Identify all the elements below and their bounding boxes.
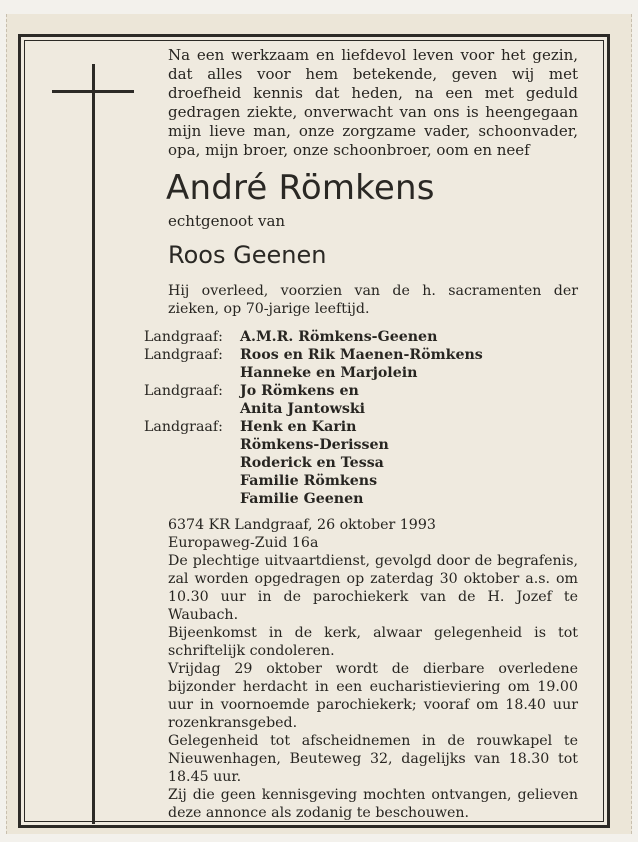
mourner-town: Landgraaf: <box>144 383 223 399</box>
notice-content <box>144 46 578 822</box>
mourner-town: Landgraaf: <box>144 419 223 435</box>
spouse-label: echtgenoot van <box>168 212 286 230</box>
spouse-name: Roos Geenen <box>168 241 327 269</box>
death-text: Hij overleed, voorzien van de h. sacramenten der zieken, op 70-jarige leeftijd. <box>168 283 578 317</box>
address-block <box>168 516 578 552</box>
address-line: 6374 KR Landgraaf, 26 oktober 1993 <box>168 517 436 533</box>
mourner-town: Landgraaf: <box>144 329 223 345</box>
mourner-names: A.M.R. Römkens-Geenen <box>240 329 438 345</box>
cross-icon <box>92 64 95 824</box>
intro-text: Na een werkzaam en liefdevol leven voor het gezin, dat alles voor hem betekende, geven wij met droefheid kennis dat heden, na een met geduld gedragen ziekte, onverwacht van ons is heengegaan mijn lieve man, onze zorgzame vader, schoonvader, opa, mijn broer, onze schoonbroer, oom en neef <box>168 46 578 159</box>
mourner-town: Landgraaf: <box>144 347 223 363</box>
mourner-names: Roos en Rik Maenen-Römkens <box>240 347 483 363</box>
address-line: Europaweg-Zuid 16a <box>168 535 319 551</box>
paragraph-mass: Vrijdag 29 oktober wordt de dierbare overledene bijzonder herdacht in een eucharistieviering om 19.00 uur in voornoemde parochiekerk; vooraf om 18.40 uur rozenkransgebed. <box>168 661 578 731</box>
mourner-names: Familie Römkens <box>240 473 378 489</box>
mourner-names: Roderick en Tessa <box>240 455 384 471</box>
paragraph-closing: Zij die geen kennisgeving mochten ontvangen, gelieven deze annonce als zodanig te beschouwen. <box>168 787 578 821</box>
paragraph-funeral: De plechtige uitvaartdienst, gevolgd door de begrafenis, zal worden opgedragen op zaterdag 30 oktober a.s. om 10.30 uur in de parochiekerk van de H. Jozef te Waubach. <box>168 553 578 623</box>
cross-bar <box>52 90 134 93</box>
mourner-names: Henk en Karin <box>240 419 357 435</box>
mourner-names: Hanneke en Marjolein <box>240 365 418 381</box>
mourner-names: Anita Jantowski <box>240 401 366 417</box>
mourner-names: Jo Römkens en <box>240 383 359 399</box>
deceased-name: André Römkens <box>166 168 435 208</box>
paragraph-farewell: Gelegenheid tot afscheidnemen in de rouwkapel te Nieuwenhagen, Beuteweg 32, dagelijks van 18.30 tot 18.45 uur. <box>168 733 578 785</box>
mourner-names: Römkens-Derissen <box>240 437 389 453</box>
mourners-list <box>144 328 578 508</box>
mourner-names: Familie Geenen <box>240 491 364 507</box>
paragraph-gathering: Bijeenkomst in de kerk, alwaar gelegenheid is tot schriftelijk condoleren. <box>168 625 578 659</box>
